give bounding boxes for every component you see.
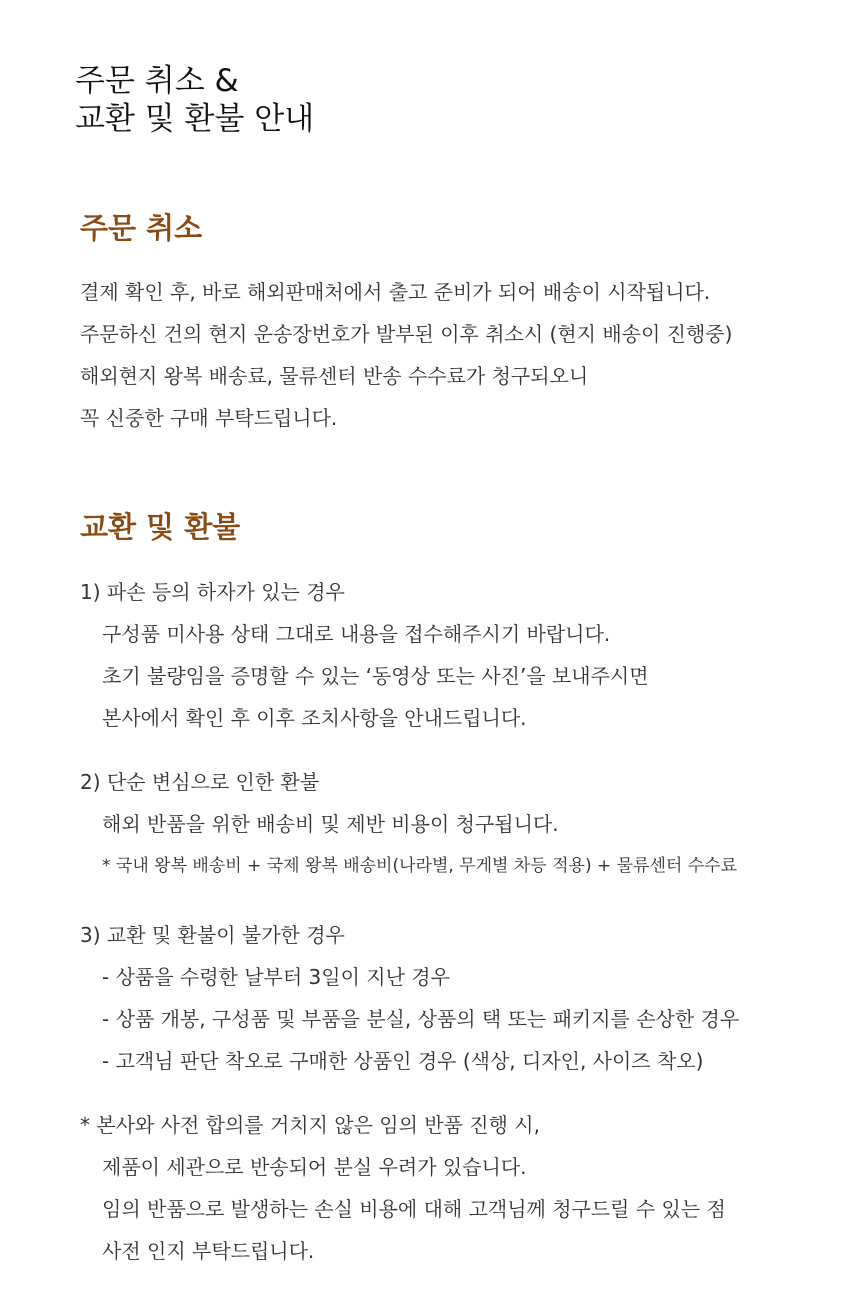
cancel-line: 주문하신 건의 현지 운송장번호가 발부된 이후 취소시 (현지 배송이 진행중) xyxy=(80,322,733,346)
case-3-title: 3) 교환 및 환불이 불가한 경우 xyxy=(80,923,345,947)
case-1-line: 본사에서 확인 후 이후 조치사항을 안내드립니다. xyxy=(102,706,527,730)
case-2-title: 2) 단순 변심으로 인한 환불 xyxy=(80,770,320,794)
case-2-line: 해외 반품을 위한 배송비 및 제반 비용이 청구됩니다. xyxy=(102,812,559,836)
case-1-line: 초기 불량임을 증명할 수 있는 ‘동영상 또는 사진’을 보내주시면 xyxy=(102,664,649,688)
case-1-title: 1) 파손 등의 하자가 있는 경우 xyxy=(80,580,345,604)
section-heading-cancel: 주문 취소 xyxy=(80,211,203,245)
case-3-line: - 고객님 판단 착오로 구매한 상품인 경우 (색상, 디자인, 사이즈 착오) xyxy=(102,1049,704,1073)
page-title xyxy=(75,62,314,138)
case-3-line: - 상품 개봉, 구성품 및 부품을 분실, 상품의 택 또는 패키지를 손상한 경우 xyxy=(102,1007,740,1031)
return-notice-first: * 본사와 사전 합의를 거치지 않은 임의 반품 진행 시, xyxy=(80,1113,540,1137)
case-1 xyxy=(80,571,840,739)
cancel-line: 결제 확인 후, 바로 해외판매처에서 출고 준비가 되어 배송이 시작됩니다. xyxy=(80,280,711,304)
case-1-line: 구성품 미사용 상태 그대로 내용을 접수해주시기 바랍니다. xyxy=(102,622,611,646)
case-3-line: - 상품을 수령한 날부터 3일이 지난 경우 xyxy=(102,965,450,989)
page-title-line-2: 교환 및 환불 안내 xyxy=(75,101,315,137)
return-notice-line: 임의 반품으로 발생하는 손실 비용에 대해 고객님께 청구드릴 수 있는 점 xyxy=(102,1197,726,1221)
case-3 xyxy=(80,914,840,1082)
page-title-line-1: 주문 취소 & xyxy=(75,63,239,99)
case-2-note: * 국내 왕복 배송비 + 국제 왕복 배송비(나라별, 무게별 차등 적용) + 물류센터 수수료 xyxy=(102,856,737,876)
section-heading-exchange: 교환 및 환불 xyxy=(80,510,241,544)
case-2 xyxy=(80,761,840,887)
return-notice-line: 사전 인지 부탁드립니다. xyxy=(102,1239,315,1263)
cancel-body xyxy=(80,271,840,439)
cancel-line: 해외현지 왕복 배송료, 물류센터 반송 수수료가 청구되오니 xyxy=(80,364,589,388)
return-notice-line: 제품이 세관으로 반송되어 분실 우려가 있습니다. xyxy=(102,1155,527,1179)
cancel-line: 꼭 신중한 구매 부탁드립니다. xyxy=(80,406,338,430)
return-notice xyxy=(80,1104,840,1272)
